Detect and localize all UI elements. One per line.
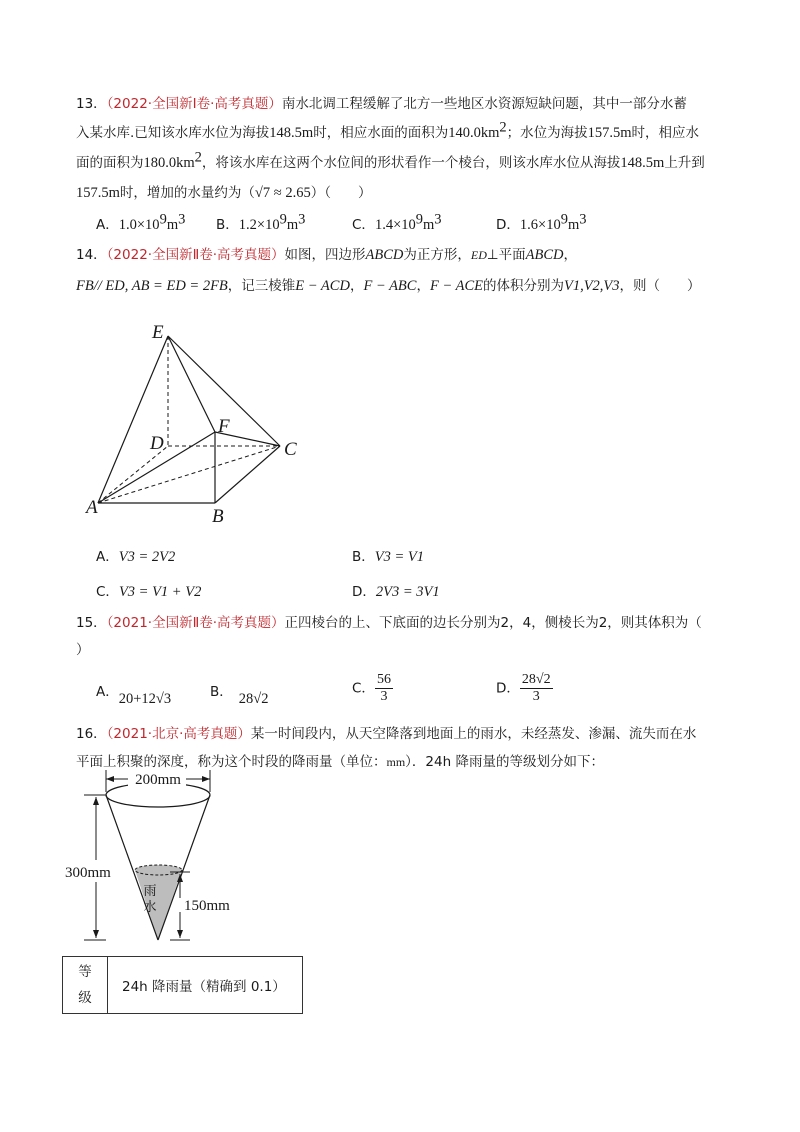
q13-source: （2022·全国新Ⅰ卷·高考真题） (106, 96, 282, 112)
q15-option-d[interactable] (496, 672, 553, 705)
q13-option-a[interactable] (96, 211, 186, 235)
q14-text: ，则（ ） (619, 278, 701, 294)
q16-text: ）．24h 降雨量的等级划分如下： (405, 754, 604, 770)
q15-line1 (76, 613, 702, 633)
q13-line3 (76, 149, 705, 173)
q15-option-b[interactable] (210, 682, 269, 707)
option-exponent: 3 (298, 211, 306, 228)
option-unit: m (166, 217, 179, 233)
q13-line1 (76, 94, 687, 114)
dim-right-label: 150mm (184, 898, 230, 914)
option-value: V3 = 2V2 (118, 549, 176, 565)
option-letter: A． (96, 549, 119, 565)
q16-number: 16． (76, 726, 107, 742)
q13-value: 148.5m (620, 155, 665, 171)
q16-line1 (76, 724, 696, 744)
option-letter: A． (96, 684, 119, 700)
q14-option-b[interactable] (352, 547, 424, 567)
q14-text: ⊥平面 (486, 247, 526, 263)
q14-math: V1,V2,V3 (563, 278, 620, 294)
q13-value: 148.5m (269, 125, 314, 141)
q13-value: 157.5m (76, 185, 120, 201)
q14-text: ， (416, 278, 430, 294)
q13-text: 入某水库.已知该水库水位为海拔 (76, 125, 270, 141)
q15-source: （2021·全国新Ⅱ卷·高考真题） (106, 615, 285, 631)
option-exponent: 9 (279, 211, 287, 228)
q14-math: ABCD (365, 247, 404, 263)
rain-cone-figure (64, 770, 234, 946)
q13-option-b[interactable] (216, 211, 306, 235)
fraction-denominator: 3 (380, 689, 388, 704)
q13-text: 面的面积为 (76, 155, 144, 171)
vertex-b-label: B (212, 506, 224, 527)
option-unit: m (423, 217, 435, 233)
q16-text: 某一时间段内，从天空降落到地面上的雨水，未经蒸发、渗漏、流失而在水 (250, 726, 697, 742)
dim-top-label: 200mm (135, 772, 181, 788)
q13-option-c[interactable] (352, 211, 442, 235)
table-row (63, 957, 303, 1014)
q14-number: 14． (76, 247, 107, 263)
option-value: 1.2×10 (238, 217, 280, 233)
q13-text: 时，相应水面的面积为 (313, 125, 449, 141)
vertex-c-label: C (284, 439, 297, 460)
option-letter: D． (496, 217, 520, 233)
fraction (375, 672, 393, 705)
q13-text: 南水北调工程缓解了北方一些地区水资源短缺问题，其中一部分水蓄 (281, 96, 687, 112)
q16-source: （2021·北京·高考真题） (106, 726, 251, 742)
q13-option-d[interactable] (496, 211, 587, 235)
q14-option-c[interactable] (96, 582, 201, 602)
option-letter: C． (352, 217, 375, 233)
q14-text: ， (563, 247, 578, 263)
q13-value: 140.0km (448, 125, 500, 141)
q13-text: ，将该水库在这两个水位间的形状看作一个棱台，则该水库水位从海拔 (201, 155, 621, 171)
q14-option-d[interactable] (352, 582, 440, 602)
q13-exponent: 2 (194, 149, 202, 166)
pyramid-figure (80, 318, 310, 528)
option-value: 28√2 (238, 691, 269, 707)
q13-value: 180.0km (143, 155, 195, 171)
option-exponent: 3 (434, 211, 442, 228)
vertex-a-label: A (86, 497, 98, 518)
option-value: 2V3 = 3V1 (375, 584, 440, 600)
option-exponent: 9 (159, 211, 167, 228)
q14-text: ，记三棱锥 (227, 278, 296, 294)
option-letter: B． (210, 684, 233, 700)
fraction-numerator: 28√2 (521, 672, 551, 687)
q13-text: 时，相应水 (631, 125, 700, 141)
q16-line2 (76, 752, 604, 772)
q13-text: ；水位为海拔 (506, 125, 588, 141)
option-value: V3 = V1 (374, 549, 425, 565)
option-unit: m (286, 217, 299, 233)
q13-value: 157.5m (587, 125, 632, 141)
q13-number: 13． (76, 96, 107, 112)
q14-text: ， (349, 278, 364, 294)
option-exponent: 9 (415, 211, 423, 228)
option-value: 1.6×10 (519, 217, 561, 233)
q15-text: 正四棱台的上、下底面的边长分别为2，4，侧棱长为2，则其体积为（ (284, 615, 702, 631)
option-letter: B． (352, 549, 375, 565)
q13-exponent: 2 (499, 119, 507, 136)
q13-line2 (76, 119, 700, 143)
q15-option-a[interactable] (96, 682, 172, 707)
q14-line2 (76, 276, 701, 296)
q14-math: FB// ED, AB = ED = 2FB (76, 278, 228, 294)
q15-text: ） (76, 642, 90, 658)
q14-text: 如图，四边形 (284, 247, 366, 263)
option-letter: C． (352, 680, 375, 697)
q14-source: （2022·全国新Ⅱ卷·高考真题） (106, 247, 285, 263)
option-value: V3 = V1 + V2 (118, 584, 202, 600)
q13-text: ）（ ） (310, 185, 372, 201)
q14-math: ED (470, 248, 487, 262)
dim-left-label: 300mm (65, 865, 111, 881)
option-value: 1.0×10 (118, 217, 160, 233)
q14-math: F − ACE (429, 278, 483, 294)
q15-option-c[interactable] (352, 672, 393, 705)
option-letter: A． (96, 217, 119, 233)
q14-text: 为正方形， (403, 247, 471, 263)
table-cell-text: 等级 (78, 964, 92, 1006)
q15-line2 (76, 640, 90, 660)
option-letter: B． (216, 217, 239, 233)
option-value: 20+12√3 (118, 691, 172, 707)
option-letter: D． (496, 680, 520, 697)
q13-line4 (76, 183, 371, 203)
fraction-numerator: 56 (376, 672, 391, 687)
table-header-grade (63, 957, 108, 1014)
q14-line1 (76, 245, 577, 265)
q16-unit: mm (386, 755, 406, 769)
vertex-d-label: D (150, 433, 164, 454)
rain-label: 雨水 (143, 884, 157, 915)
q14-text: 的体积分别为 (482, 278, 564, 294)
q13-text: 时，增加的水量约为（ (119, 185, 255, 201)
rain-grade-table (62, 956, 303, 1014)
option-value: 1.4×10 (374, 217, 416, 233)
q16-text: 平面上积聚的深度，称为这个时段的降雨量（单位： (76, 754, 387, 770)
q14-math: E − ACD (295, 278, 350, 294)
option-letter: C． (96, 584, 119, 600)
fraction (520, 672, 553, 705)
q13-text: 上升到 (664, 155, 705, 171)
vertex-f-label: F (218, 416, 230, 437)
fraction-denominator: 3 (532, 689, 540, 704)
q13-hint: √7 ≈ 2.65 (254, 185, 311, 201)
q15-number: 15． (76, 615, 107, 631)
q14-math: F − ABC (363, 278, 417, 294)
q14-math: ABCD (525, 247, 564, 263)
option-unit: m (567, 217, 580, 233)
q14-option-a[interactable] (96, 547, 175, 567)
option-exponent: 3 (178, 211, 186, 228)
vertex-e-label: E (152, 322, 164, 343)
option-exponent: 9 (560, 211, 568, 228)
option-letter: D． (352, 584, 376, 600)
table-header-rainfall: 24h 降雨量（精确到 0.1） (108, 957, 303, 1014)
option-exponent: 3 (579, 211, 587, 228)
